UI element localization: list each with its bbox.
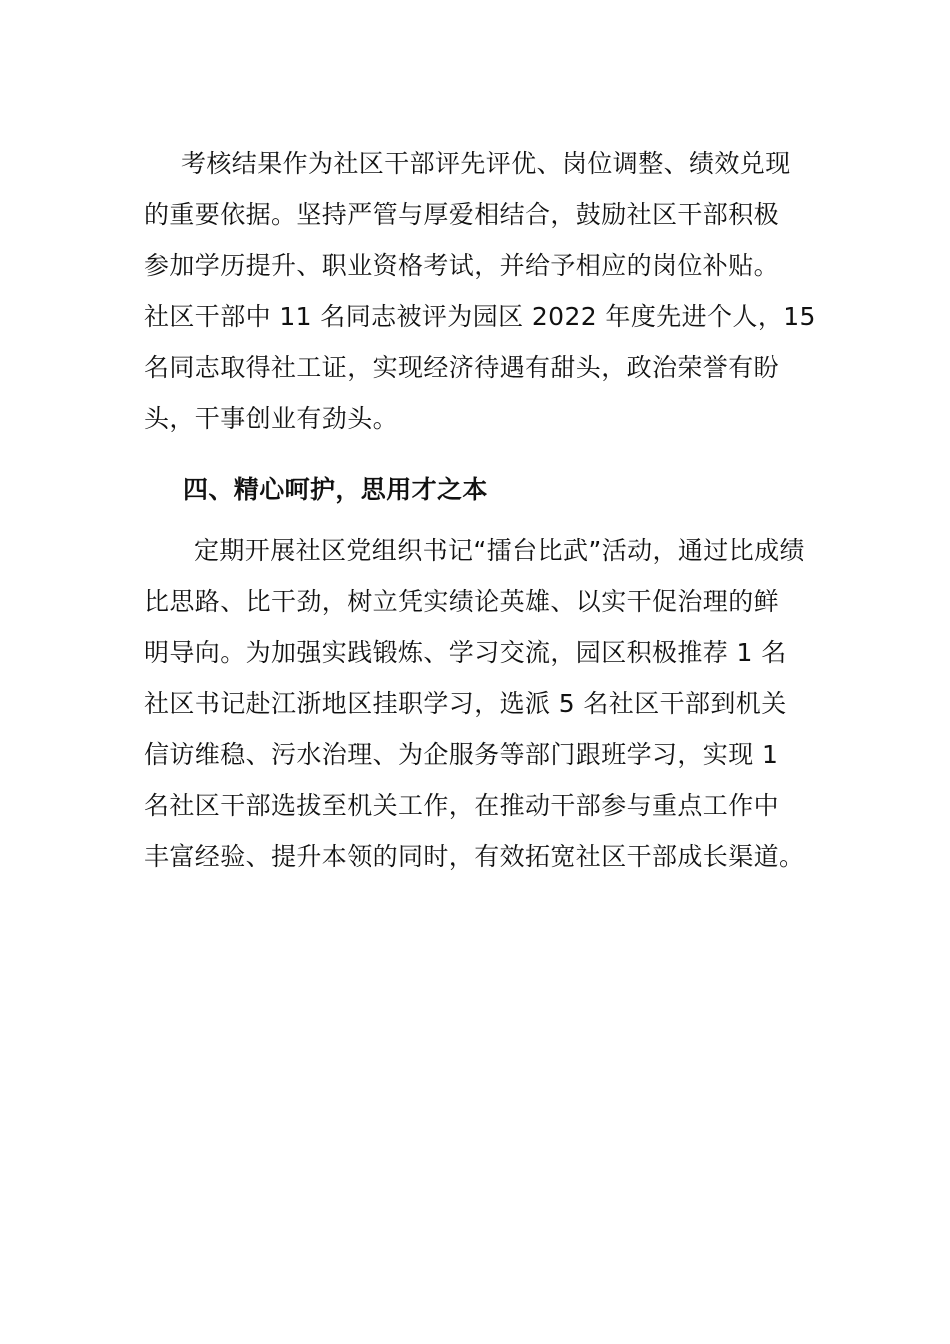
paragraph-1-line-3: 参加学历提升、职业资格考试，并给予相应的岗位补贴。 xyxy=(144,251,780,280)
paragraph-2-line-1: 定期开展社区党组织书记“擂台比武”活动，通过比成绩 xyxy=(194,536,805,565)
paragraph-1-line-2: 的重要依据。坚持严管与厚爱相结合，鼓励社区干部积极 xyxy=(144,200,780,229)
paragraph-2-line-7: 丰富经验、提升本领的同时，有效拓宽社区干部成长渠道。 xyxy=(144,842,805,871)
paragraph-2-line-4: 社区书记赴江浙地区挂职学习，选派 5 名社区干部到机关 xyxy=(144,689,787,718)
paragraph-1-line-5: 名同志取得社工证，实现经济待遇有甜头，政治荣誉有盼 xyxy=(144,353,780,382)
paragraph-2-line-3: 明导向。为加强实践锻炼、学习交流，园区积极推荐 1 名 xyxy=(144,638,787,667)
paragraph-2-line-2: 比思路、比干劲，树立凭实绩论英雄、以实干促治理的鲜 xyxy=(144,587,780,616)
paragraph-2-line-6: 名社区干部选拔至机关工作，在推动干部参与重点工作中 xyxy=(144,791,780,820)
paragraph-1-line-1: 考核结果作为社区干部评先评优、岗位调整、绩效兑现 xyxy=(181,149,791,178)
paragraph-2-line-5: 信访维稳、污水治理、为企服务等部门跟班学习，实现 1 xyxy=(144,740,779,769)
section-heading: 四、精心呵护，思用才之本 xyxy=(183,475,488,504)
paragraph-1-line-6: 头，干事创业有劲头。 xyxy=(144,404,399,433)
paragraph-1-line-4: 社区干部中 11 名同志被评为园区 2022 年度先进个人，15 xyxy=(144,302,816,331)
